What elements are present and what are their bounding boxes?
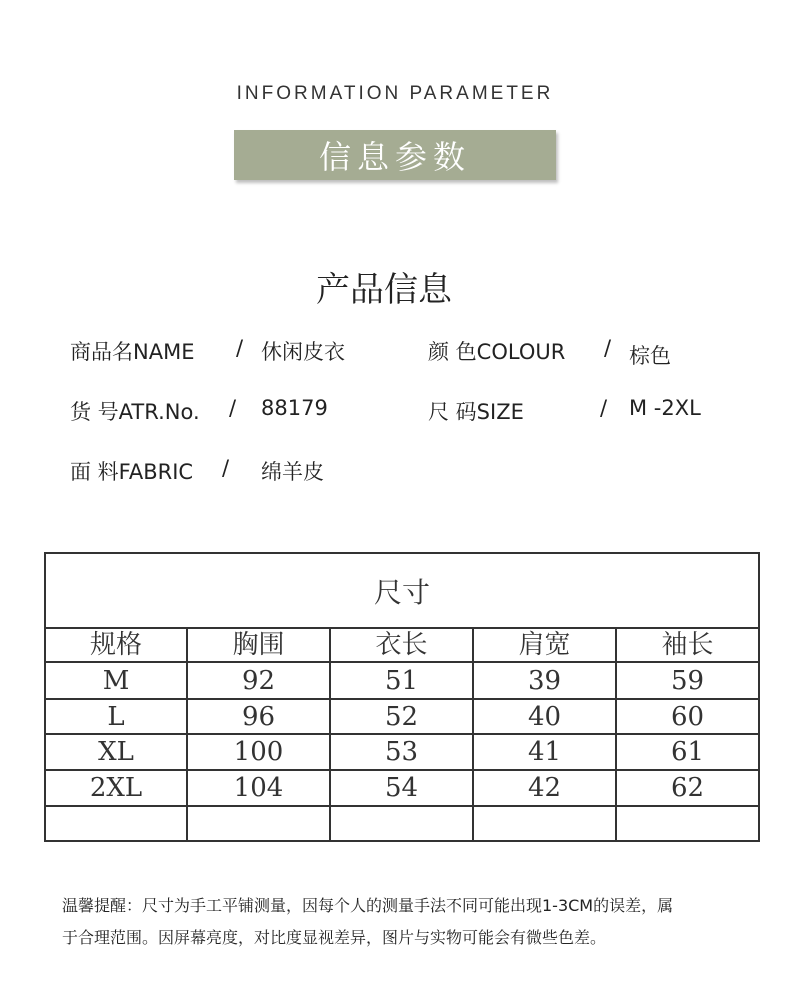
note-line-2: 于合理范围。因屏幕亮度，对比度显视差异，图片与实物可能会有微些色差。 [62, 928, 607, 947]
size-table [44, 552, 760, 842]
table-cell: 96 [188, 700, 331, 735]
name-label: 商品名NAME [70, 340, 195, 364]
table-cell: 42 [474, 771, 617, 807]
table-cell: M [46, 663, 188, 700]
table-cell: 60 [617, 700, 758, 735]
empty-cell [46, 807, 188, 841]
name-separator: / [236, 336, 244, 360]
fabric-value: 绵羊皮 [261, 460, 324, 484]
article-number-value: 88179 [261, 396, 328, 420]
header-cell-sleeve: 袖长 [617, 629, 758, 663]
fabric-label: 面 料FABRIC [70, 460, 194, 484]
table-cell: 53 [331, 735, 474, 771]
header-cell-chest: 胸围 [188, 629, 331, 663]
size-grid [46, 629, 758, 841]
table-cell: 100 [188, 735, 331, 771]
table-cell: 61 [617, 735, 758, 771]
table-cell: XL [46, 735, 188, 771]
empty-cell [188, 807, 331, 841]
header-cell-shoulder: 肩宽 [474, 629, 617, 663]
name-value: 休闲皮衣 [261, 340, 345, 364]
empty-cell [331, 807, 474, 841]
article-number-label: 货 号ATR.No. [70, 400, 200, 424]
colour-label: 颜 色COLOUR [428, 340, 566, 364]
table-cell: 92 [188, 663, 331, 700]
empty-cell [617, 807, 758, 841]
size-separator: / [600, 396, 608, 420]
table-cell: 59 [617, 663, 758, 700]
header-cell-length: 衣长 [331, 629, 474, 663]
table-cell: 40 [474, 700, 617, 735]
header-cell-spec: 规格 [46, 629, 188, 663]
note-line-1: 温馨提醒：尺寸为手工平铺测量，因每个人的测量手法不同可能出现1-3CM的误差，属 [62, 896, 674, 915]
table-cell: 41 [474, 735, 617, 771]
english-section-title: INFORMATION PARAMETER [236, 83, 554, 104]
table-cell: 104 [188, 771, 331, 807]
product-info-title: 产品信息 [316, 270, 452, 310]
table-cell: 2XL [46, 771, 188, 807]
table-cell: 54 [331, 771, 474, 807]
colour-value: 棕色 [629, 344, 671, 368]
size-table-title: 尺寸 [46, 554, 758, 629]
size-value: M -2XL [629, 396, 701, 420]
fabric-separator: / [222, 456, 230, 480]
empty-cell [474, 807, 617, 841]
table-cell: 62 [617, 771, 758, 807]
table-cell: L [46, 700, 188, 735]
article-number-separator: / [229, 396, 237, 420]
chinese-title-banner [234, 130, 556, 180]
colour-separator: / [604, 336, 612, 360]
table-cell: 52 [331, 700, 474, 735]
banner-text: 信息参数 [318, 138, 471, 176]
table-cell: 51 [331, 663, 474, 700]
size-label: 尺 码SIZE [428, 400, 524, 424]
table-cell: 39 [474, 663, 617, 700]
